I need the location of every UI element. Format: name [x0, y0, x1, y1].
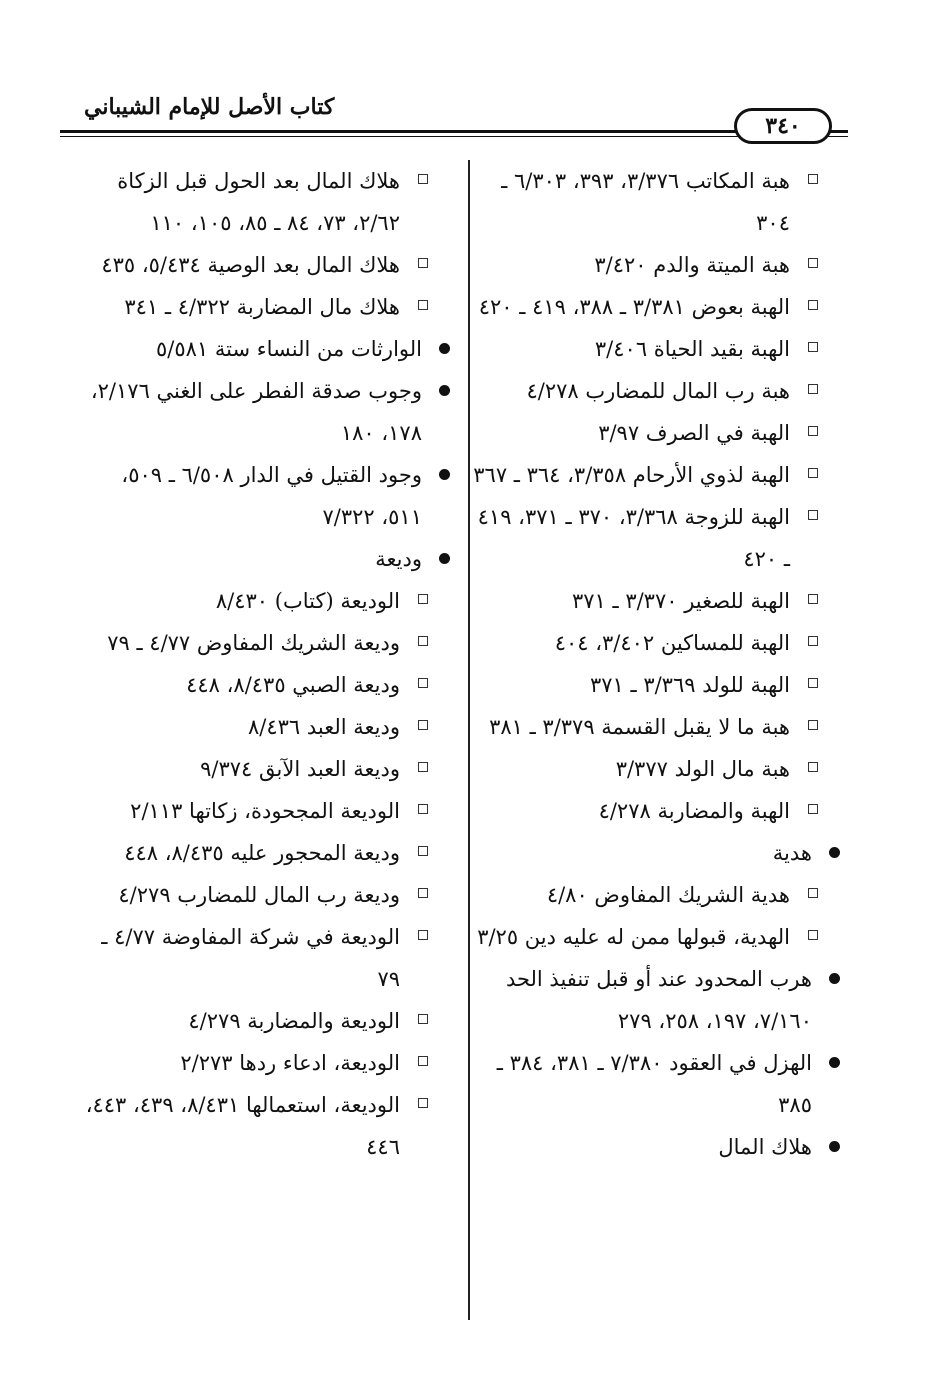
entry-text: الوارثات من النساء ستة ٥/٥٨١: [156, 337, 422, 361]
square-marker-icon: [808, 720, 818, 730]
index-subentry: [83, 706, 428, 748]
entry-text: الهزل في العقود ٧/٣٨٠ ـ ٣٨١، ٣٨٤ ـ ٣٨٥: [496, 1051, 812, 1117]
entry-text: هبة مال الولد ٣/٣٧٧: [615, 757, 790, 781]
index-subentry: [466, 580, 818, 622]
square-marker-icon: [418, 258, 428, 268]
index-subentry: [83, 874, 428, 916]
entry-text: وديعة العبد الآبق ٩/٣٧٤: [200, 757, 400, 781]
square-marker-icon: [418, 804, 428, 814]
square-marker-icon: [418, 930, 428, 940]
index-column-left: [83, 160, 428, 1168]
square-marker-icon: [418, 762, 428, 772]
index-subentry: [466, 664, 818, 706]
square-marker-icon: [808, 258, 818, 268]
index-subentry: [466, 412, 818, 454]
square-marker-icon: [808, 930, 818, 940]
index-heading-entry: [466, 1126, 840, 1168]
entry-text: وديعة: [375, 547, 422, 571]
square-marker-icon: [418, 1098, 428, 1108]
entry-text: هبة المكاتب ٣/٣٧٦، ٣٩٣، ٦/٣٠٣ ـ ٣٠٤: [501, 169, 790, 235]
bullet-icon: [829, 1141, 840, 1152]
entry-text: هبة الميتة والدم ٣/٤٢٠: [594, 253, 790, 277]
index-subentry: [83, 748, 428, 790]
entry-text: هرب المحدود عند أو قبل تنفيذ الحد ٧/١٦٠، ١٩٧، ٢٥٨، ٢٧٩: [505, 967, 812, 1033]
entry-text: هلاك مال المضاربة ٤/٣٢٢ ـ ٣٤١: [124, 295, 400, 319]
entry-text: الوديعة والمضاربة ٤/٢٧٩: [188, 1009, 400, 1033]
entry-text: وديعة الصبي ٨/٤٣٥، ٤٤٨: [186, 673, 400, 697]
index-heading-entry: [83, 370, 450, 454]
square-marker-icon: [418, 720, 428, 730]
index-subentry: [466, 622, 818, 664]
index-subentry: [466, 160, 818, 244]
entry-text: هلاك المال بعد الحول قبل الزكاة ٢/٦٢، ٧٣، ٨٤ ـ ٨٥، ١٠٥، ١١٠: [117, 169, 400, 235]
square-marker-icon: [808, 804, 818, 814]
index-subentry: [83, 580, 428, 622]
entry-text: الهبة لذوي الأرحام ٣/٣٥٨، ٣٦٤ ـ ٣٦٧: [473, 463, 790, 487]
entry-text: هدية الشريك المفاوض ٤/٨٠: [546, 883, 790, 907]
book-title: كتاب الأصل للإمام الشيباني: [84, 94, 335, 120]
entry-text: هلاك المال بعد الوصية ٥/٤٣٤، ٤٣٥: [101, 253, 400, 277]
square-marker-icon: [418, 846, 428, 856]
square-marker-icon: [808, 174, 818, 184]
entry-text: وديعة الشريك المفاوض ٤/٧٧ ـ ٧٩: [107, 631, 400, 655]
page-header: [60, 92, 848, 152]
square-marker-icon: [418, 174, 428, 184]
entry-text: وجوب صدقة الفطر على الغني ٢/١٧٦، ١٧٨، ١٨٠: [90, 379, 422, 445]
entry-text: هبة ما لا يقبل القسمة ٣/٣٧٩ ـ ٣٨١: [489, 715, 790, 739]
square-marker-icon: [808, 426, 818, 436]
index-subentry: [83, 160, 428, 244]
entry-text: الهبة للزوجة ٣/٣٦٨، ٣٧٠ ـ ٣٧١، ٤١٩ ـ ٤٢٠: [477, 505, 790, 571]
entry-text: الهدية، قبولها ممن له عليه دين ٣/٢٥: [477, 925, 790, 949]
entry-text: الهبة في الصرف ٣/٩٧: [598, 421, 790, 445]
index-subentry: [83, 790, 428, 832]
square-marker-icon: [418, 636, 428, 646]
bullet-icon: [829, 973, 840, 984]
entry-text: هدية: [772, 841, 812, 865]
index-subentry: [83, 244, 428, 286]
square-marker-icon: [418, 678, 428, 688]
entry-text: الوديعة، ادعاء ردها ٢/٢٧٣: [180, 1051, 400, 1075]
square-marker-icon: [418, 594, 428, 604]
square-marker-icon: [808, 300, 818, 310]
index-subentry: [466, 454, 818, 496]
entry-text: الوديعة في شركة المفاوضة ٤/٧٧ ـ ٧٩: [101, 925, 400, 991]
entry-text: الهبة بقيد الحياة ٣/٤٠٦: [594, 337, 790, 361]
bullet-icon: [439, 553, 450, 564]
entry-text: الوديعة، استعمالها ٨/٤٣١، ٤٣٩، ٤٤٣، ٤٤٦: [85, 1093, 400, 1159]
index-subentry: [466, 790, 818, 832]
entry-text: هلاك المال: [718, 1135, 812, 1159]
entry-text: هبة رب المال للمضارب ٤/٢٧٨: [526, 379, 790, 403]
index-subentry: [466, 706, 818, 748]
entry-text: وديعة رب المال للمضارب ٤/٢٧٩: [118, 883, 400, 907]
index-subentry: [466, 286, 818, 328]
header-rule-thick: [60, 130, 848, 133]
index-subentry: [466, 328, 818, 370]
entry-text: الهبة والمضاربة ٤/٢٧٨: [598, 799, 790, 823]
page-number: ٣٤٠: [734, 108, 832, 144]
index-heading-entry: [466, 1042, 840, 1126]
entry-text: وديعة العبد ٨/٤٣٦: [247, 715, 400, 739]
bullet-icon: [829, 1057, 840, 1068]
index-heading-entry: [83, 538, 450, 580]
square-marker-icon: [808, 636, 818, 646]
index-subentry: [466, 244, 818, 286]
index-subentry: [466, 370, 818, 412]
index-subentry: [83, 622, 428, 664]
entry-text: الهبة للولد ٣/٣٦٩ ـ ٣٧١: [589, 673, 790, 697]
index-subentry: [83, 1042, 428, 1084]
square-marker-icon: [808, 510, 818, 520]
square-marker-icon: [808, 888, 818, 898]
index-column-right: [466, 160, 818, 1168]
entry-text: الهبة للصغير ٣/٣٧٠ ـ ٣٧١: [571, 589, 790, 613]
entry-text: وديعة المحجور عليه ٨/٤٣٥، ٤٤٨: [124, 841, 400, 865]
index-subentry: [466, 916, 818, 958]
square-marker-icon: [808, 468, 818, 478]
index-heading-entry: [83, 454, 450, 538]
square-marker-icon: [808, 342, 818, 352]
square-marker-icon: [808, 762, 818, 772]
bullet-icon: [439, 385, 450, 396]
index-subentry: [466, 874, 818, 916]
index-heading-entry: [466, 958, 840, 1042]
square-marker-icon: [418, 888, 428, 898]
entry-text: الهبة بعوض ٣/٣٨١ ـ ٣٨٨، ٤١٩ ـ ٤٢٠: [478, 295, 790, 319]
index-subentry: [83, 1084, 428, 1168]
index-subentry: [83, 286, 428, 328]
square-marker-icon: [418, 1056, 428, 1066]
entry-text: وجود القتيل في الدار ٦/٥٠٨ ـ ٥٠٩، ٥١١، ٧/٣٢٢: [121, 463, 422, 529]
index-subentry: [466, 496, 818, 580]
square-marker-icon: [418, 1014, 428, 1024]
square-marker-icon: [418, 300, 428, 310]
header-rule-thin: [60, 136, 848, 137]
index-subentry: [83, 664, 428, 706]
index-subentry: [466, 748, 818, 790]
bullet-icon: [439, 343, 450, 354]
index-subentry: [83, 916, 428, 1000]
bullet-icon: [439, 469, 450, 480]
index-subentry: [83, 832, 428, 874]
index-heading-entry: [83, 328, 450, 370]
square-marker-icon: [808, 678, 818, 688]
index-subentry: [83, 1000, 428, 1042]
entry-text: الهبة للمساكين ٣/٤٠٢، ٤٠٤: [554, 631, 790, 655]
index-heading-entry: [466, 832, 840, 874]
square-marker-icon: [808, 384, 818, 394]
square-marker-icon: [808, 594, 818, 604]
bullet-icon: [829, 847, 840, 858]
entry-text: الوديعة (كتاب) ٨/٤٣٠: [215, 589, 400, 613]
entry-text: الوديعة المجحودة، زكاتها ٢/١١٣: [130, 799, 400, 823]
